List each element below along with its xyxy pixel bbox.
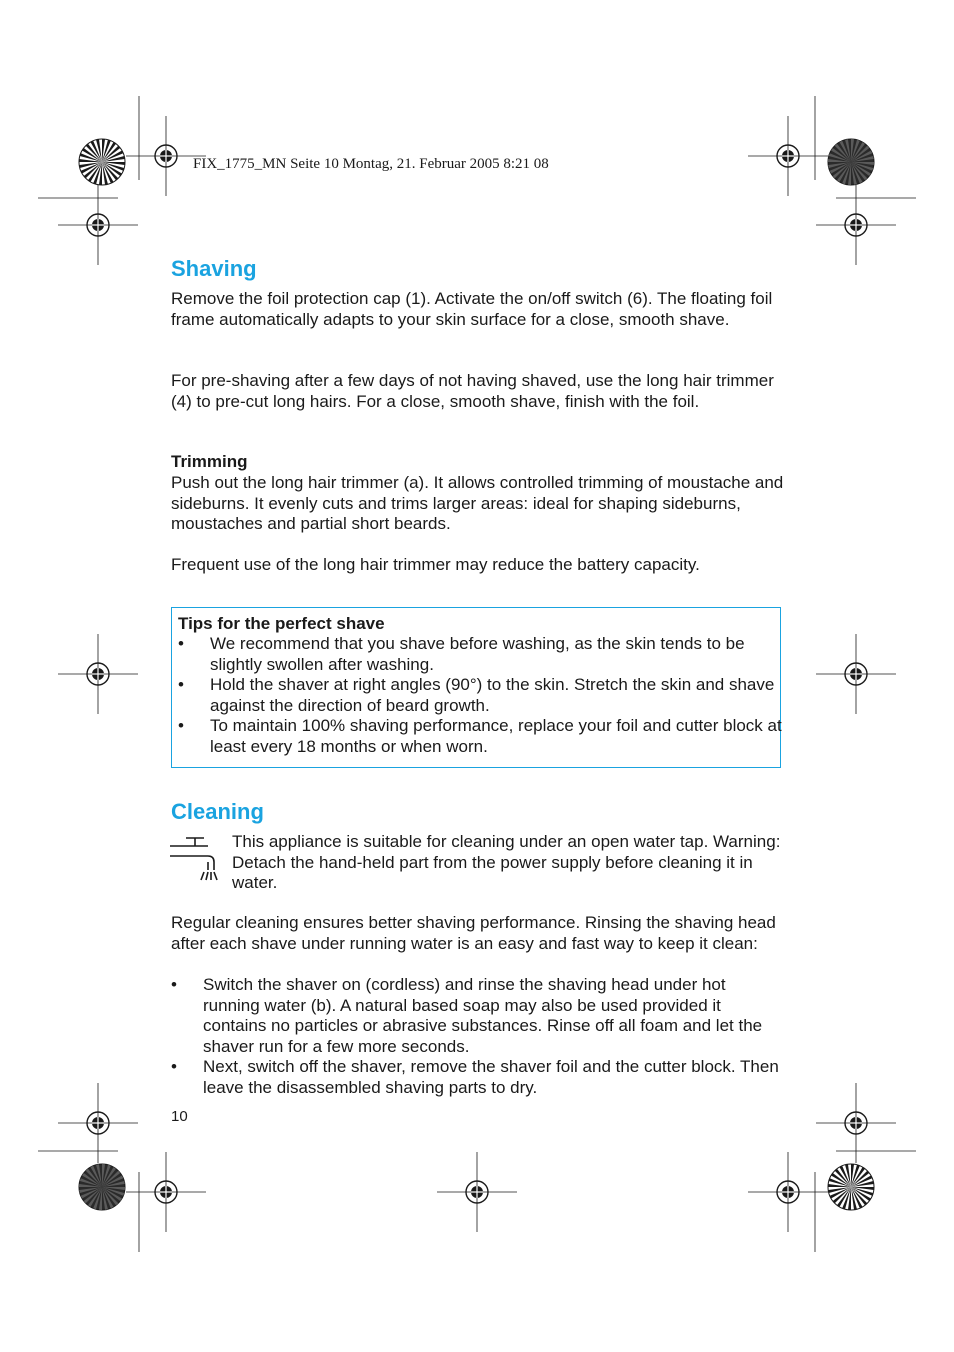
starburst-target-icon	[79, 139, 125, 185]
tap-cleaning-note: This appliance is suitable for cleaning under an open water tap. Warning: Detach the hand-held part from the power supply before cleaning it in water.	[232, 832, 781, 892]
water-tap-icon	[170, 834, 222, 884]
tips-item-text: To maintain 100% shaving performance, replace your foil and cutter block at least every 18 months or when worn.	[210, 716, 782, 756]
tips-title: Tips for the perfect shave	[178, 614, 385, 633]
starburst-target-icon	[828, 139, 874, 185]
registration-mark-icon	[816, 634, 896, 714]
trimming-heading: Trimming	[171, 452, 248, 471]
cleaning-item-text: Next, switch off the shaver, remove the shaver foil and the cutter block. Then leave the disassembled shaving parts to dry.	[203, 1057, 779, 1097]
registration-mark-icon	[58, 185, 138, 265]
bullet: •	[178, 634, 184, 653]
trimmer-battery-note: Frequent use of the long hair trimmer may reduce the battery capacity.	[171, 555, 700, 574]
print-slug: FIX_1775_MN Seite 10 Montag, 21. Februar 2005 8:21 08	[193, 156, 549, 172]
bullet: •	[171, 1057, 177, 1076]
cleaning-item-text: Switch the shaver on (cordless) and rinse the shaving head under hot running water (b). A natural based soap may also be used provided it contains no particles or abrasive substances. Rinse off all foam and let the shaver run for a few more seconds.	[203, 975, 763, 1056]
shaving-paragraph-2: For pre-shaving after a few days of not having shaved, use the long hair trimmer (4) to pre-cut long hairs. For a close, smooth shave, finish with the foil.	[171, 371, 774, 411]
bullet: •	[178, 716, 184, 735]
section-heading-shaving: Shaving	[171, 256, 257, 281]
registration-mark-icon	[748, 116, 828, 196]
registration-mark-icon	[748, 1152, 828, 1232]
page-number: 10	[171, 1108, 188, 1125]
shaving-paragraph-1: Remove the foil protection cap (1). Activate the on/off switch (6). The floating foil frame automatically adapts to your skin surface for a close, smooth shave.	[171, 289, 773, 329]
starburst-target-icon	[828, 1164, 874, 1210]
registration-mark-icon	[437, 1152, 517, 1232]
tips-item-text: Hold the shaver at right angles (90°) to the skin. Stretch the skin and shave against the direction of beard growth.	[210, 675, 775, 715]
tips-box	[171, 607, 781, 768]
bullet: •	[171, 975, 177, 994]
registration-mark-icon	[126, 1152, 206, 1232]
registration-mark-icon	[58, 634, 138, 714]
bullet: •	[178, 675, 184, 694]
tips-item-text: We recommend that you shave before washing, as the skin tends to be slightly swollen after washing.	[210, 634, 745, 674]
cleaning-paragraph: Regular cleaning ensures better shaving performance. Rinsing the shaving head after each shave under running water is an easy and fast way to keep it clean:	[171, 913, 776, 953]
section-heading-cleaning: Cleaning	[171, 799, 264, 824]
trimming-paragraph: Push out the long hair trimmer (a). It allows controlled trimming of moustache and sideburns. It evenly cuts and trims larger areas: ideal for shaping sideburns, moustaches and partial short beards.	[171, 473, 784, 533]
registration-mark-icon	[816, 185, 896, 265]
starburst-target-icon	[79, 1164, 125, 1210]
